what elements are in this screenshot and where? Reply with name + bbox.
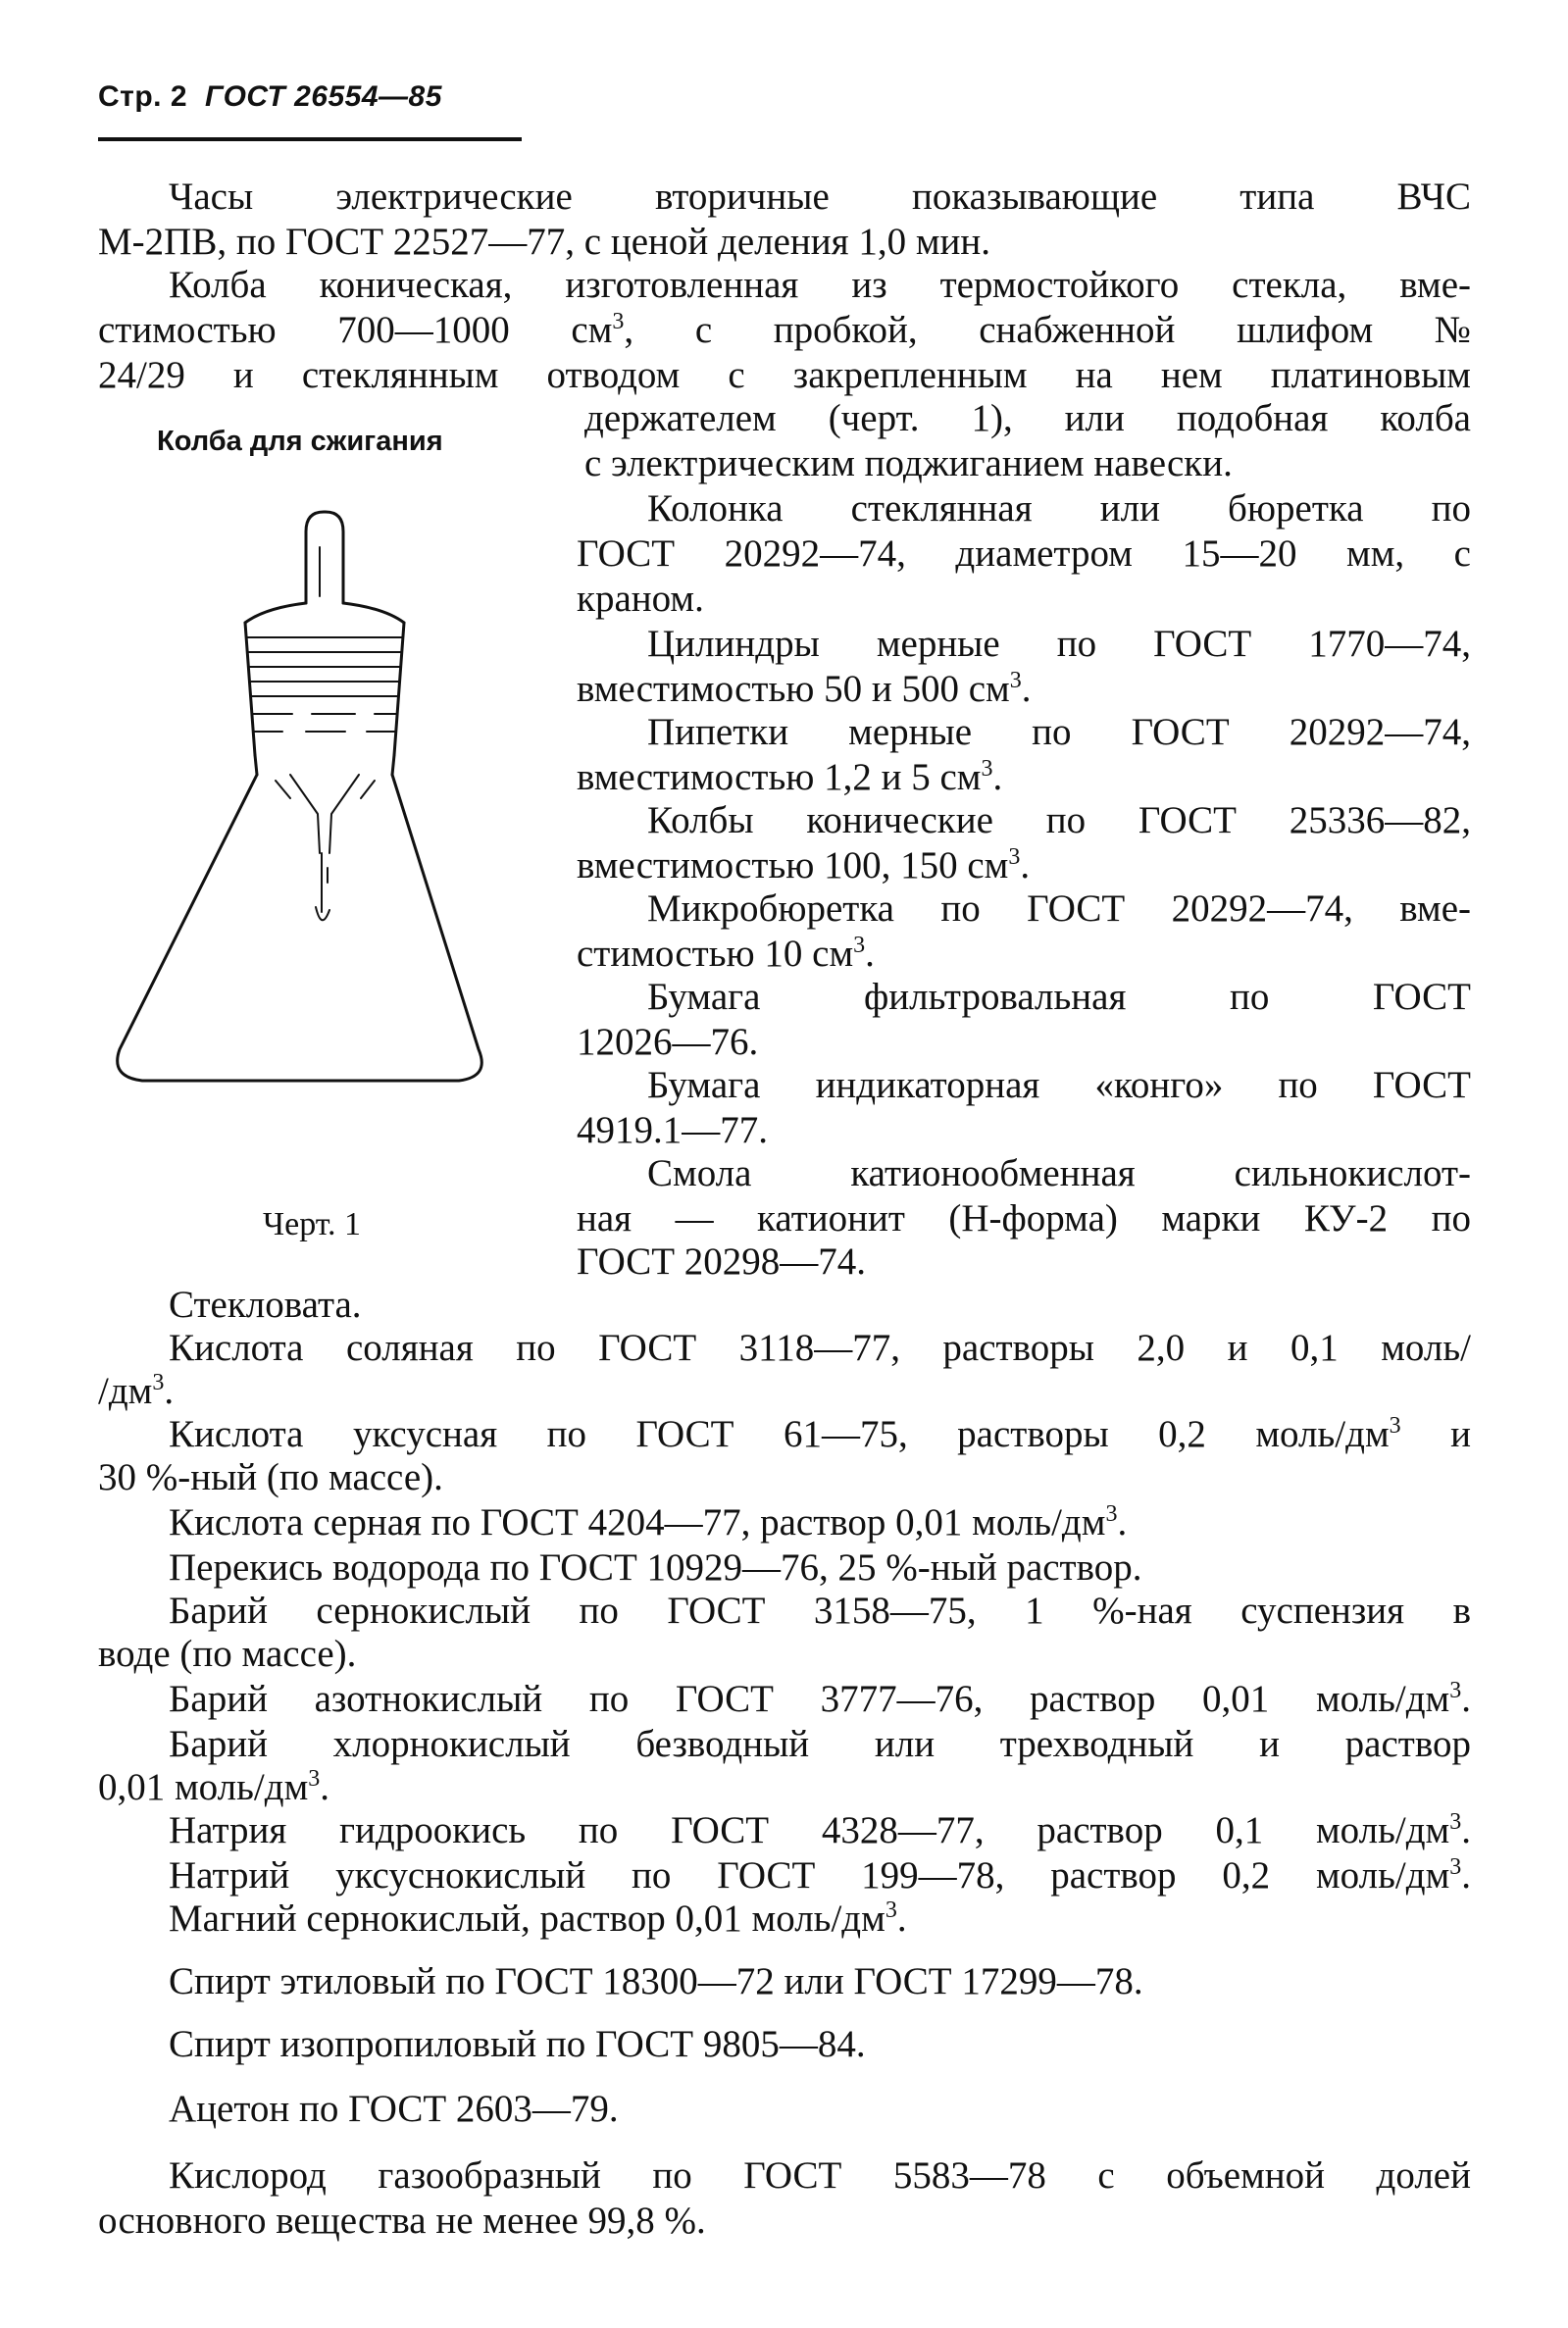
text-line: М-2ПВ, по ГОСТ 22527—77, с ценой деления 1,0 мин.: [98, 221, 991, 263]
text-line: Магний сернокислый, раствор 0,01 моль/$дм^3$.: [169, 1898, 907, 1940]
text-line: Кислота соляная по ГОСТ 3118—77, растворы 2,0 и 0,1 моль/: [169, 1327, 1471, 1369]
text-line: Перекись водорода по ГОСТ 10929—76, 25 %-ный раствор.: [169, 1546, 1142, 1589]
text-line: с электрическим поджиганием навески.: [584, 442, 1233, 484]
figure-caption: Черт. 1: [263, 1206, 362, 1242]
text-line: Цилиндры мерные по ГОСТ 1770—74,: [647, 623, 1471, 665]
text-line: Кислород газообразный по ГОСТ 5583—78 с объемной долей: [169, 2154, 1471, 2197]
text-line: основного вещества не менее 99,8 %.: [98, 2200, 706, 2242]
text-line: Спирт этиловый по ГОСТ 18300—72 или ГОСТ 17299—78.: [169, 1960, 1143, 2002]
text-line: краном.: [577, 578, 704, 620]
text-line: 4919.1—77.: [577, 1109, 768, 1151]
page-number: Стр. 2: [98, 80, 188, 113]
text-line: Бумага индикаторная «конго» по ГОСТ: [647, 1064, 1471, 1106]
text-line: Колбы конические по ГОСТ 25336—82,: [647, 799, 1471, 841]
text-line: 12026—76.: [577, 1021, 759, 1063]
text-line: воде (по массе).: [98, 1633, 357, 1675]
text-line: 24/29 и стеклянным отводом с закрепленным на нем платиновым: [98, 354, 1471, 396]
text-line: Часы электрические вторичные показывающие типа ВЧС: [169, 176, 1471, 218]
text-line: стимостью 700—1000 $см^3$, с пробкой, снабженной шлифом №: [98, 309, 1471, 351]
text-line: Барий азотнокислый по ГОСТ 3777—76, раствор 0,01 моль/$дм^3$.: [169, 1678, 1471, 1720]
text-line: Бумага фильтровальная по ГОСТ: [647, 976, 1471, 1018]
text-line: Микробюретка по ГОСТ 20292—74, вме-: [647, 887, 1471, 930]
text-line: Барий сернокислый по ГОСТ 3158—75, 1 %-ная суспензия в: [169, 1590, 1471, 1632]
text-line: вместимостью 1,2 и 5 $см^3$.: [577, 756, 1003, 798]
text-line: Натрий уксуснокислый по ГОСТ 199—78, раствор 0,2 моль/$дм^3$.: [169, 1854, 1471, 1897]
text-line: стимостью 10 $см^3$.: [577, 933, 875, 975]
text-line: Спирт изопропиловый по ГОСТ 9805—84.: [169, 2023, 866, 2065]
text-line: ГОСТ 20298—74.: [577, 1240, 867, 1283]
text-line: Кислота уксусная по ГОСТ 61—75, растворы 0,2 моль/$дм^3$ и: [169, 1413, 1471, 1455]
text-line: Стекловата.: [169, 1284, 362, 1326]
text-line: ная — катионит (Н-форма) марки КУ-2 по: [577, 1197, 1471, 1240]
text-line: Колба коническая, изготовленная из термостойкого стекла, вме-: [169, 264, 1471, 306]
text-line: $/дм^3$.: [98, 1370, 175, 1412]
text-line: держателем (черт. 1), или подобная колба: [584, 397, 1471, 439]
text-line: 0,01 моль/$дм^3$.: [98, 1766, 330, 1808]
text-line: ГОСТ 20292—74, диаметром 15—20 мм, с: [577, 532, 1471, 575]
text-line: Кислота серная по ГОСТ 4204—77, раствор 0,01 моль/$дм^3$.: [169, 1501, 1128, 1544]
standard-number: ГОСТ 26554—85: [205, 80, 442, 113]
text-line: 30 %-ный (по массе).: [98, 1456, 443, 1498]
text-line: вместимостью 100, 150 $см^3$.: [577, 844, 1031, 886]
page-header: [98, 80, 442, 114]
text-line: Ацетон по ГОСТ 2603—79.: [169, 2088, 619, 2130]
text-line: вместимостью 50 и 500 $см^3$.: [577, 668, 1032, 710]
text-line: Барий хлорнокислый безводный или трехводный и раствор: [169, 1723, 1471, 1765]
combustion-flask-illustration: [98, 490, 490, 1177]
header-rule: [98, 137, 522, 141]
figure-title: Колба для сжигания: [157, 426, 443, 457]
text-line: Пипетки мерные по ГОСТ 20292—74,: [647, 711, 1471, 753]
text-line: Колонка стеклянная или бюретка по: [647, 487, 1471, 530]
text-line: Смола катионообменная сильнокислот-: [647, 1152, 1471, 1194]
text-line: Натрия гидроокись по ГОСТ 4328—77, раствор 0,1 моль/$дм^3$.: [169, 1809, 1471, 1851]
